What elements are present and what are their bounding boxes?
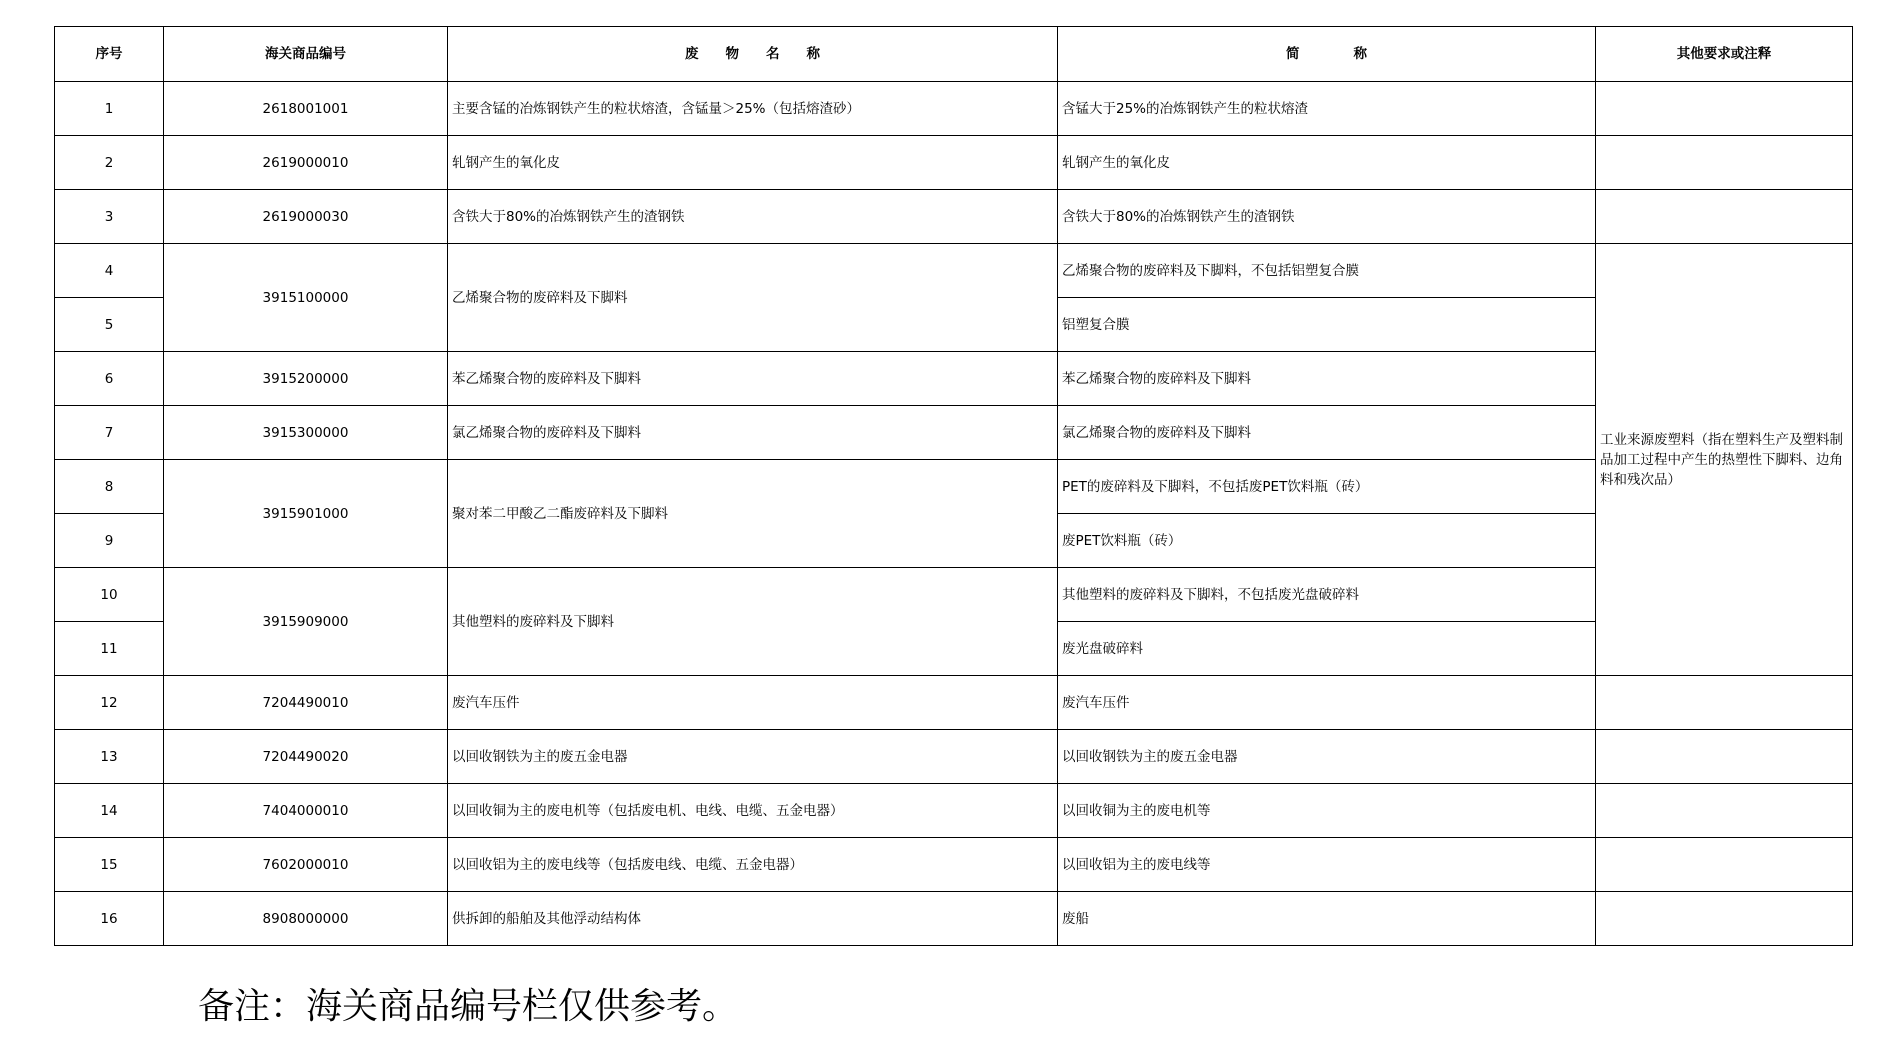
cell-short: 含锰大于25%的冶炼钢铁产生的粒状熔渣 bbox=[1058, 82, 1596, 136]
cell-name: 以回收铝为主的废电线等（包括废电线、电缆、五金电器） bbox=[448, 838, 1058, 892]
cell-seq: 15 bbox=[55, 838, 164, 892]
table-row bbox=[55, 406, 1853, 460]
cell-code: 3915200000 bbox=[164, 352, 448, 406]
cell-seq: 3 bbox=[55, 190, 164, 244]
cell-plastics-note: 工业来源废塑料（指在塑料生产及塑料制品加工过程中产生的热塑性下脚料、边角料和残次品） bbox=[1596, 244, 1853, 676]
cell-code: 2619000010 bbox=[164, 136, 448, 190]
cell-code: 2619000030 bbox=[164, 190, 448, 244]
waste-catalog-table bbox=[54, 26, 1853, 946]
table-row bbox=[55, 892, 1853, 946]
table-row bbox=[55, 244, 1853, 298]
cell-short: PET的废碎料及下脚料，不包括废PET饮料瓶（砖） bbox=[1058, 460, 1596, 514]
cell-note bbox=[1596, 838, 1853, 892]
cell-name: 废汽车压件 bbox=[448, 676, 1058, 730]
cell-note bbox=[1596, 676, 1853, 730]
cell-short: 废光盘破碎料 bbox=[1058, 622, 1596, 676]
table-row bbox=[55, 568, 1853, 622]
cell-seq: 12 bbox=[55, 676, 164, 730]
cell-note bbox=[1596, 784, 1853, 838]
cell-name: 供拆卸的船舶及其他浮动结构体 bbox=[448, 892, 1058, 946]
cell-name: 含铁大于80%的冶炼钢铁产生的渣钢铁 bbox=[448, 190, 1058, 244]
cell-seq: 6 bbox=[55, 352, 164, 406]
cell-note bbox=[1596, 892, 1853, 946]
cell-seq: 1 bbox=[55, 82, 164, 136]
cell-name: 以回收铜为主的废电机等（包括废电机、电线、电缆、五金电器） bbox=[448, 784, 1058, 838]
cell-code: 3915901000 bbox=[164, 460, 448, 568]
cell-name: 乙烯聚合物的废碎料及下脚料 bbox=[448, 244, 1058, 352]
cell-short: 以回收铝为主的废电线等 bbox=[1058, 838, 1596, 892]
cell-short: 以回收铜为主的废电机等 bbox=[1058, 784, 1596, 838]
cell-short: 废汽车压件 bbox=[1058, 676, 1596, 730]
cell-short: 铝塑复合膜 bbox=[1058, 298, 1596, 352]
cell-short: 废PET饮料瓶（砖） bbox=[1058, 514, 1596, 568]
cell-name: 氯乙烯聚合物的废碎料及下脚料 bbox=[448, 406, 1058, 460]
cell-short: 乙烯聚合物的废碎料及下脚料，不包括铝塑复合膜 bbox=[1058, 244, 1596, 298]
header-short-name: 简 称 bbox=[1058, 27, 1596, 82]
cell-note bbox=[1596, 190, 1853, 244]
cell-note bbox=[1596, 730, 1853, 784]
cell-seq: 8 bbox=[55, 460, 164, 514]
table-row bbox=[55, 352, 1853, 406]
cell-seq: 14 bbox=[55, 784, 164, 838]
cell-name: 其他塑料的废碎料及下脚料 bbox=[448, 568, 1058, 676]
cell-short: 其他塑料的废碎料及下脚料，不包括废光盘破碎料 bbox=[1058, 568, 1596, 622]
cell-note bbox=[1596, 136, 1853, 190]
cell-code: 3915300000 bbox=[164, 406, 448, 460]
cell-code: 3915909000 bbox=[164, 568, 448, 676]
cell-seq: 4 bbox=[55, 244, 164, 298]
header-note: 其他要求或注释 bbox=[1596, 27, 1853, 82]
cell-seq: 10 bbox=[55, 568, 164, 622]
cell-code: 7204490010 bbox=[164, 676, 448, 730]
table-row bbox=[55, 784, 1853, 838]
cell-short: 苯乙烯聚合物的废碎料及下脚料 bbox=[1058, 352, 1596, 406]
cell-short: 轧钢产生的氧化皮 bbox=[1058, 136, 1596, 190]
cell-code: 2618001001 bbox=[164, 82, 448, 136]
cell-name: 苯乙烯聚合物的废碎料及下脚料 bbox=[448, 352, 1058, 406]
table-row bbox=[55, 460, 1853, 514]
header-waste-name: 废 物 名 称 bbox=[448, 27, 1058, 82]
table-row bbox=[55, 838, 1853, 892]
cell-name: 聚对苯二甲酸乙二酯废碎料及下脚料 bbox=[448, 460, 1058, 568]
cell-name: 轧钢产生的氧化皮 bbox=[448, 136, 1058, 190]
cell-code: 3915100000 bbox=[164, 244, 448, 352]
table-row bbox=[55, 730, 1853, 784]
cell-name: 以回收钢铁为主的废五金电器 bbox=[448, 730, 1058, 784]
cell-code: 7204490020 bbox=[164, 730, 448, 784]
cell-code: 8908000000 bbox=[164, 892, 448, 946]
cell-short: 氯乙烯聚合物的废碎料及下脚料 bbox=[1058, 406, 1596, 460]
cell-code: 7602000010 bbox=[164, 838, 448, 892]
cell-seq: 16 bbox=[55, 892, 164, 946]
cell-name: 主要含锰的冶炼钢铁产生的粒状熔渣，含锰量＞25%（包括熔渣砂） bbox=[448, 82, 1058, 136]
remark-note: 备注：海关商品编号栏仅供参考。 bbox=[198, 986, 739, 1027]
cell-note bbox=[1596, 82, 1853, 136]
header-customs-code: 海关商品编号 bbox=[164, 27, 448, 82]
cell-short: 废船 bbox=[1058, 892, 1596, 946]
cell-short: 以回收钢铁为主的废五金电器 bbox=[1058, 730, 1596, 784]
table-row bbox=[55, 82, 1853, 136]
cell-seq: 2 bbox=[55, 136, 164, 190]
table-row bbox=[55, 136, 1853, 190]
header-seq: 序号 bbox=[55, 27, 164, 82]
table-row bbox=[55, 676, 1853, 730]
table-header-row bbox=[55, 27, 1853, 82]
cell-code: 7404000010 bbox=[164, 784, 448, 838]
cell-seq: 13 bbox=[55, 730, 164, 784]
cell-seq: 9 bbox=[55, 514, 164, 568]
cell-seq: 11 bbox=[55, 622, 164, 676]
cell-seq: 7 bbox=[55, 406, 164, 460]
table-row bbox=[55, 190, 1853, 244]
cell-seq: 5 bbox=[55, 298, 164, 352]
cell-short: 含铁大于80%的冶炼钢铁产生的渣钢铁 bbox=[1058, 190, 1596, 244]
